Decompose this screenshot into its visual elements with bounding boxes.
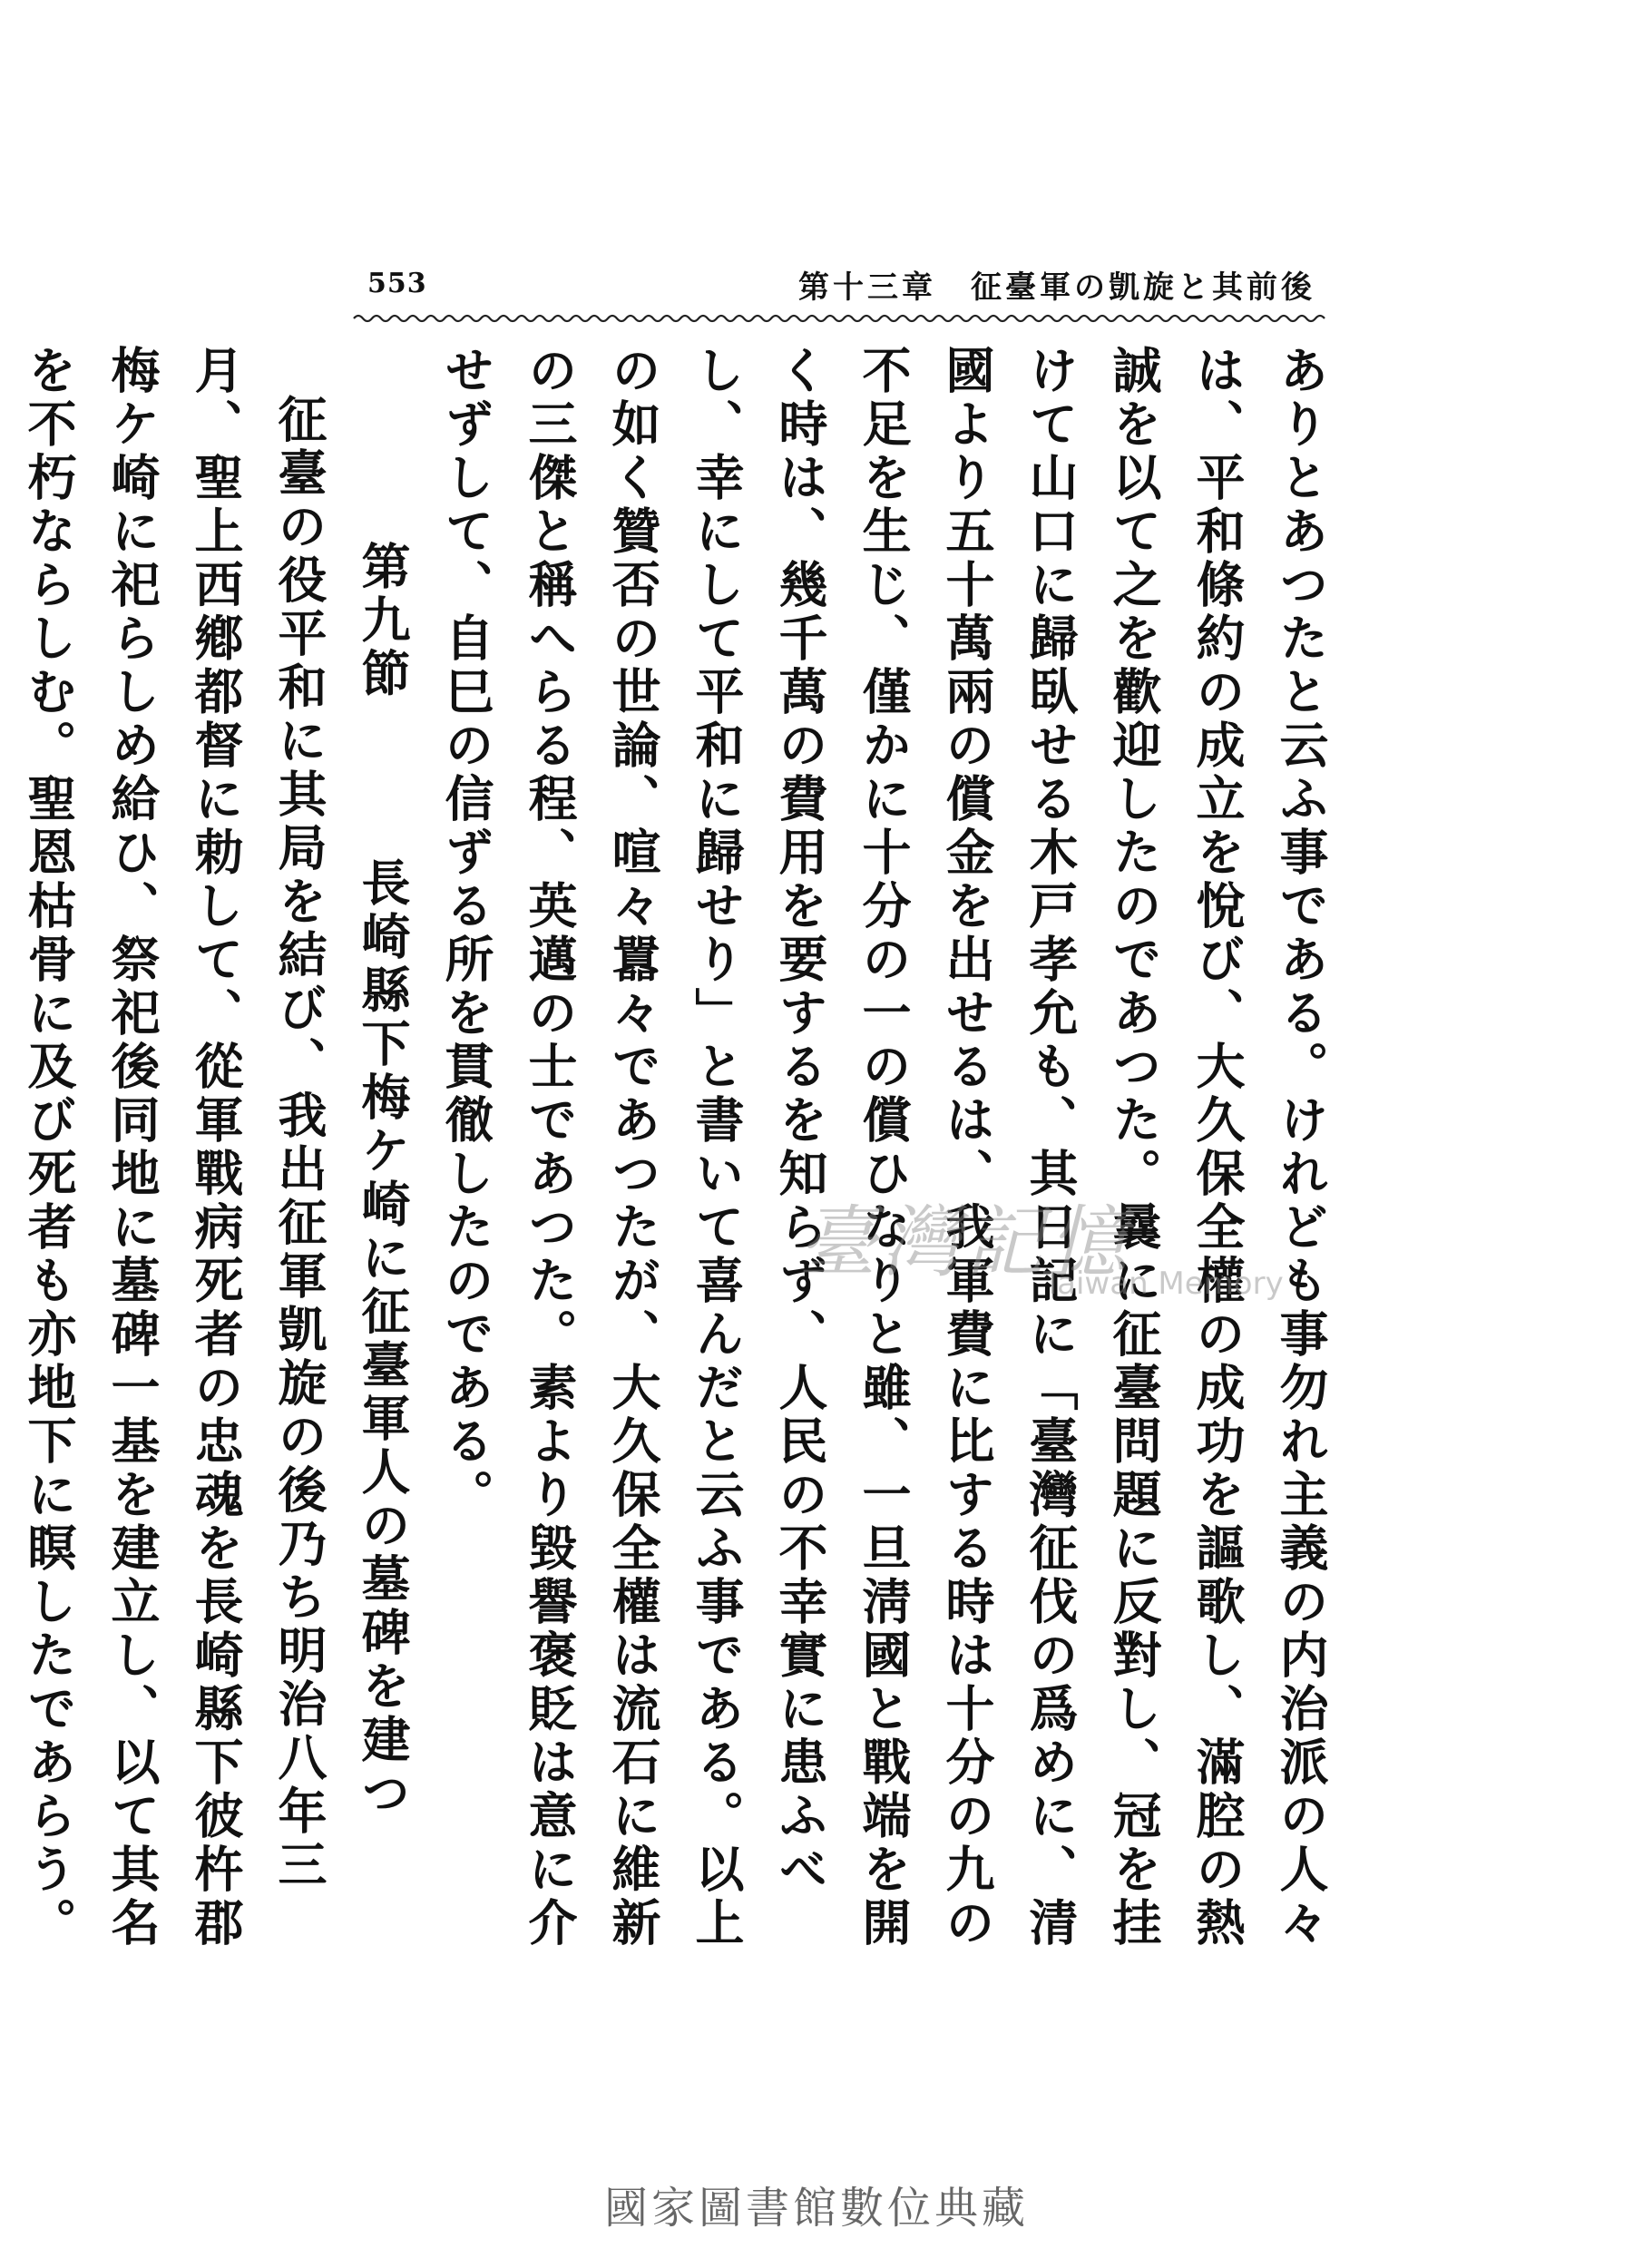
watermark-subtitle: Taiwan Memory (1043, 1266, 1284, 1302)
vertical-body-text (20, 345, 1343, 1978)
footer-collection-credit: 國家圖書館數位典藏 (603, 2183, 1029, 2234)
section-heading (341, 345, 425, 1978)
running-title: 第十三章 征臺軍の凱旋と其前後 (798, 269, 1315, 306)
paragraph-2: 征臺の役平和に其局を結び、我出征軍凱旋の後乃ち明治八年三月、聖上西鄕都督に勅して、從軍戰病死者の忠魂を長崎縣下彼杵郡梅ケ崎に祀らしめ給ひ、祭祀後同地に墓碑一基を建立し、以て其名を不朽ならしむ。聖恩枯骨に及び死者も亦地下に瞑したであらう。 (20, 345, 328, 1950)
header-wavy-rule (354, 313, 1325, 324)
watermark-logo-text: 臺灣記憶 (798, 1198, 1132, 1288)
paragraph-1: ありとあつたと云ふ事である。けれども事勿れ主義の内治派の人々は、平和條約の成立を悅び、大久保全權の成功を謳歌し、滿腔の熱誠を以て之を歡迎したのであつた。曩に征臺問題に反對し、冠を挂けて山口に歸臥せる木戸孝允も、其日記に「臺灣征伐の爲めに、清國より五十萬兩の償金を出せるは、我軍費に比する時は十分の九の不足を生じ、僅かに十分の一の償ひなりと雖、一旦淸國と戰端を開く時は、幾千萬の費用を要するを知らず、人民の不幸實に患ふべし、幸にして平和に歸せり」と書いて喜んだと云ふ事である。以上の如く贊否の世論、喧々囂々であつたが、大久保全權は流石に維新の三傑と稱へらる程、英邁の士であつた。素より毀譽褒貶は意に介せずして、自巳の信ずる所を貫徹したのである。 (437, 345, 1330, 1950)
running-header (345, 259, 1334, 304)
page-number: 553 (367, 268, 427, 299)
section-number: 第九節 (354, 541, 412, 701)
section-title: 長崎縣下梅ケ崎に征臺軍人の墓碑を建つ (354, 857, 412, 1821)
